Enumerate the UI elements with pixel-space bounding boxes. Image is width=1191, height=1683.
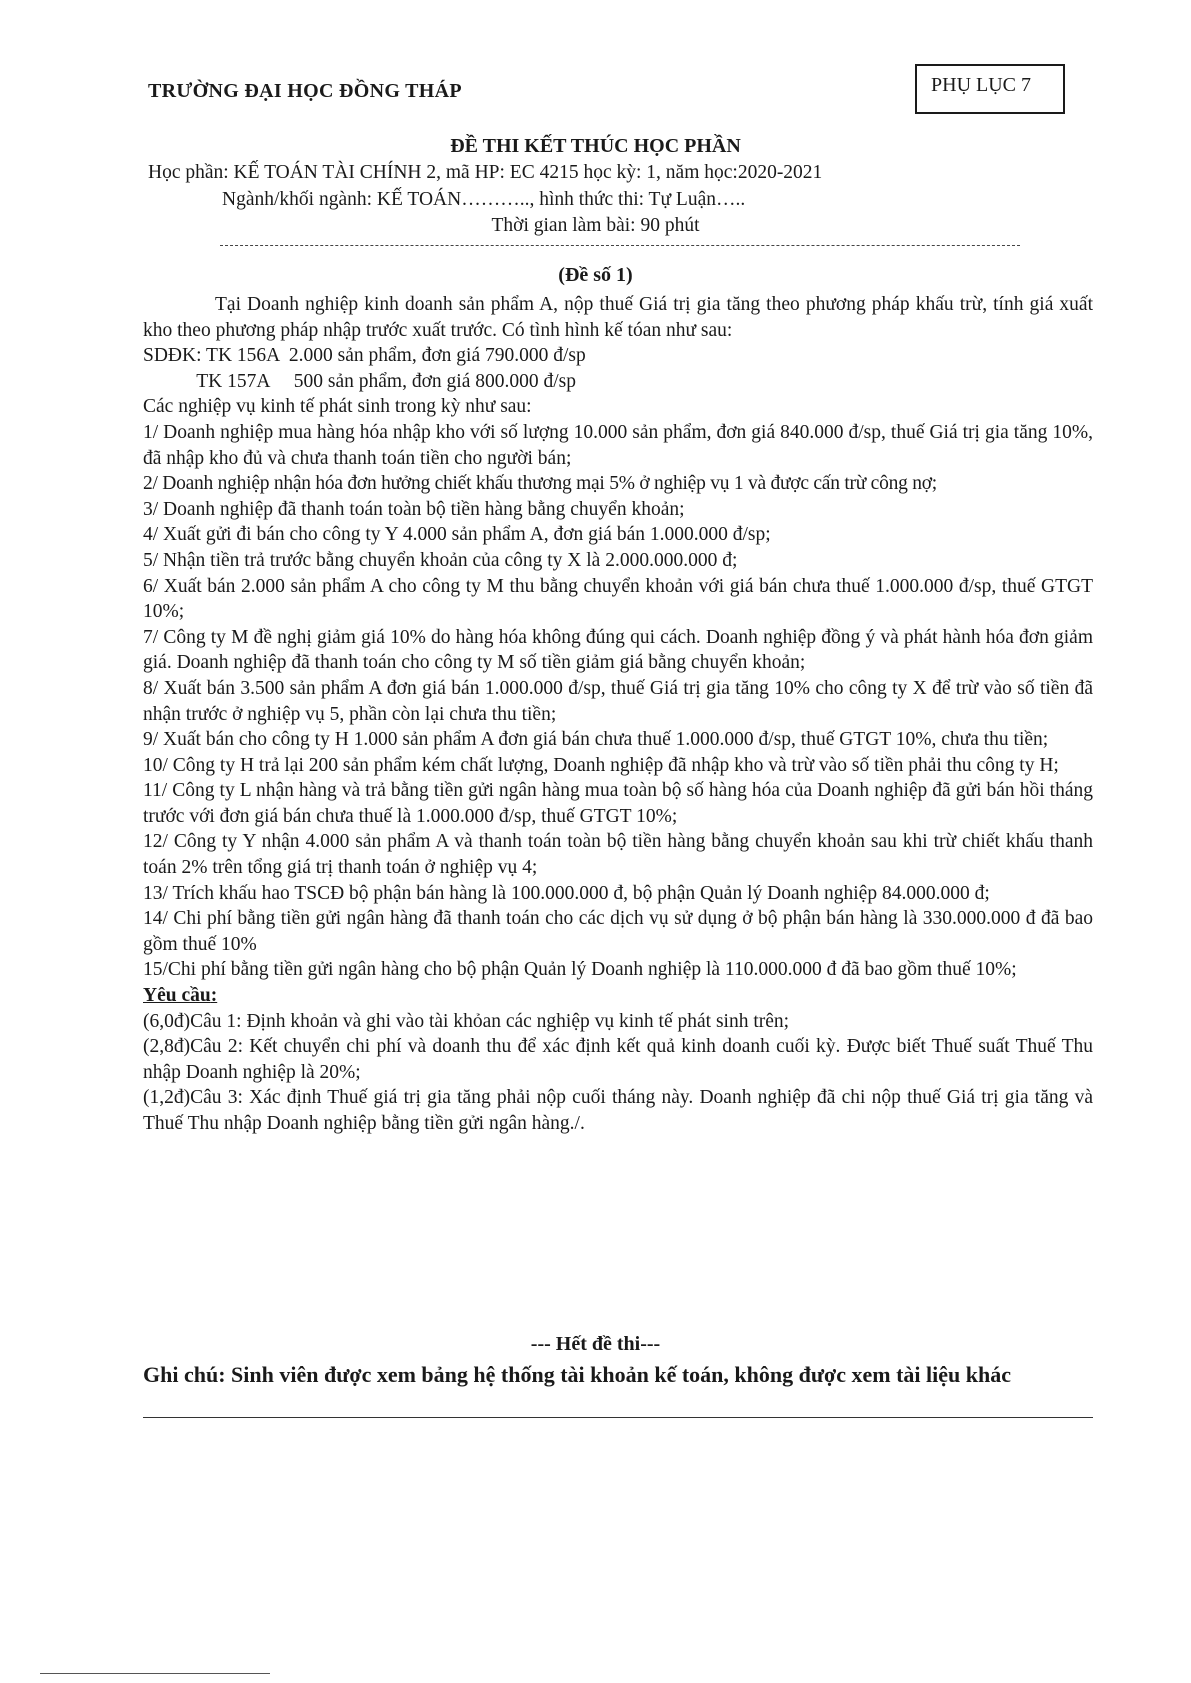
transaction-item: 12/ Công ty Y nhận 4.000 sản phẩm A và thanh toán toàn bộ tiền hàng bằng chuyển khoản sau khi trừ chiết khấu thanh toán 2% trên tổng giá trị thanh toán ở nghiệp vụ 4;	[143, 831, 1093, 879]
transaction-item: 7/ Công ty M đề nghị giảm giá 10% do hàng hóa không đúng qui cách. Doanh nghiệp đồng ý và phát hành hóa đơn giảm giá. Doanh nghiệp đã thanh toán cho công ty M số tiền giảm giá bằng chuyển khoản;	[143, 626, 1093, 674]
end-of-exam: --- Hết đề thi---	[530, 1333, 661, 1355]
note-divider	[143, 1417, 1093, 1418]
transaction-item: 8/ Xuất bán 3.500 sản phẩm A đơn giá bán 1.000.000 đ/sp, thuế Giá trị gia tăng 10% cho công ty X để trừ vào số tiền đã nhận trước ở nghiệp vụ 5, phần còn lại chưa thu tiền;	[143, 677, 1093, 725]
transaction-item: 13/ Trích khấu hao TSCĐ bộ phận bán hàng là 100.000.000 đ, bộ phận Quản lý Doanh nghiệp 84.000.000 đ;	[143, 882, 990, 904]
transaction-item: 14/ Chi phí bằng tiền gửi ngân hàng đã thanh toán cho các dịch vụ sử dụng ở bộ phận bán hàng là 330.000.000 đ đã bao gồm thuế 10%	[143, 908, 1093, 955]
requirements-heading	[143, 983, 1093, 1009]
requirements-label: Yêu cầu	[143, 985, 211, 1007]
exam-body	[143, 292, 1093, 1137]
exam-title: ĐỀ THI KẾT THÚC HỌC PHẦN	[450, 135, 741, 157]
requirement-item: (2,8đ)Câu 2: Kết chuyển chi phí và doanh thu để xác định kết quả kinh doanh cuối kỳ. Được biết Thuế suất Thuế Thu nhập Doanh nghiệp là 20%;	[143, 1036, 1093, 1083]
exam-number: (Đề số 1)	[558, 264, 633, 286]
requirements-colon: :	[210, 985, 218, 1007]
footer-divider	[40, 1673, 270, 1674]
transaction-item: 5/ Nhận tiền trả trước bằng chuyển khoản của công ty X là 2.000.000.000 đ;	[143, 549, 738, 571]
transaction-item: 1/ Doanh nghiệp mua hàng hóa nhập kho với số lượng 10.000 sản phẩm, đơn giá 840.000 đ/sp, thuế Giá trị gia tăng 10%, đã nhập kho đủ và chưa thanh toán tiền cho người bán;	[143, 421, 1093, 469]
transaction-item: 9/ Xuất bán cho công ty H 1.000 sản phẩm A đơn giá bán chưa thuế 1.000.000 đ/sp, thuế GTGT 10%, chưa thu tiền;	[143, 729, 1049, 751]
school-name: TRƯỜNG ĐẠI HỌC ĐỒNG THÁP	[148, 80, 462, 102]
exam-note: Ghi chú: Sinh viên được xem bảng hệ thống tài khoản kế toán, không được xem tài liệu khác	[143, 1362, 1011, 1387]
transaction-item: 10/ Công ty H trả lại 200 sản phẩm kém chất lượng, Doanh nghiệp đã nhập kho và trừ vào số tiền phải thu công ty H;	[143, 754, 1059, 776]
transaction-item: 11/ Công ty L nhận hàng và trả bằng tiền gửi ngân hàng mua toàn bộ số hàng hóa của Doanh nghiệp đã gửi bán hồi tháng trước với đơn giá bán chưa thuế là 1.000.000 đ/sp, thuế GTGT 10%;	[143, 780, 1093, 827]
course-line: Học phần: KẾ TOÁN TÀI CHÍNH 2, mã HP: EC 4215 học kỳ: 1, năm học:2020-2021	[148, 162, 823, 183]
transaction-item: 3/ Doanh nghiệp đã thanh toán toàn bộ tiền hàng bằng chuyển khoản;	[143, 498, 685, 520]
requirement-item: (1,2đ)Câu 3: Xác định Thuế giá trị gia tăng phải nộp cuối tháng này. Doanh nghiệp đã chi nộp thuế Giá trị gia tăng và Thuế Thu nhập Doanh nghiệp bằng tiền gửi ngân hàng./.	[143, 1087, 1093, 1134]
time-line: Thời gian làm bài: 90 phút	[491, 215, 700, 236]
opening-balance-157: TK 157A 500 sản phẩm, đơn giá 800.000 đ/sp	[143, 370, 576, 392]
transaction-item: 6/ Xuất bán 2.000 sản phẩm A cho công ty M thu bằng chuyển khoản với giá bán chưa thuế 1.000.000 đ/sp, thuế GTGT 10%;	[143, 575, 1093, 623]
intro-paragraph: Tại Doanh nghiệp kinh doanh sản phẩm A, nộp thuế Giá trị gia tăng theo phương pháp khấu trừ, tính giá xuất kho theo phương pháp nhập trước xuất trước. Có tình hình kế tóan như sau:	[143, 294, 1093, 341]
opening-balance-156: SDĐK: TK 156A 2.000 sản phẩm, đơn giá 790.000 đ/sp	[143, 345, 586, 367]
requirement-item: (6,0đ)Câu 1: Định khoản và ghi vào tài khỏan các nghiệp vụ kinh tế phát sinh trên;	[143, 1010, 790, 1032]
appendix-box: PHỤ LỤC 7	[915, 64, 1065, 114]
transaction-item: 2/ Doanh nghiệp nhận hóa đơn hưởng chiết khấu thương mại 5% ở nghiệp vụ 1 và được cấn trừ công nợ;	[143, 473, 937, 495]
transactions-heading: Các nghiệp vụ kinh tế phát sinh trong kỳ như sau:	[143, 396, 532, 418]
major-line: Ngành/khối ngành: KẾ TOÁN……….., hình thức thi: Tự Luận…..	[222, 189, 746, 210]
transaction-item: 4/ Xuất gửi đi bán cho công ty Y 4.000 sản phẩm A, đơn giá bán 1.000.000 đ/sp;	[143, 524, 771, 546]
dashed-divider	[220, 245, 1020, 246]
transaction-item: 15/Chi phí bằng tiền gửi ngân hàng cho bộ phận Quản lý Doanh nghiệp là 110.000.000 đ đã bao gồm thuế 10%;	[143, 959, 1017, 981]
